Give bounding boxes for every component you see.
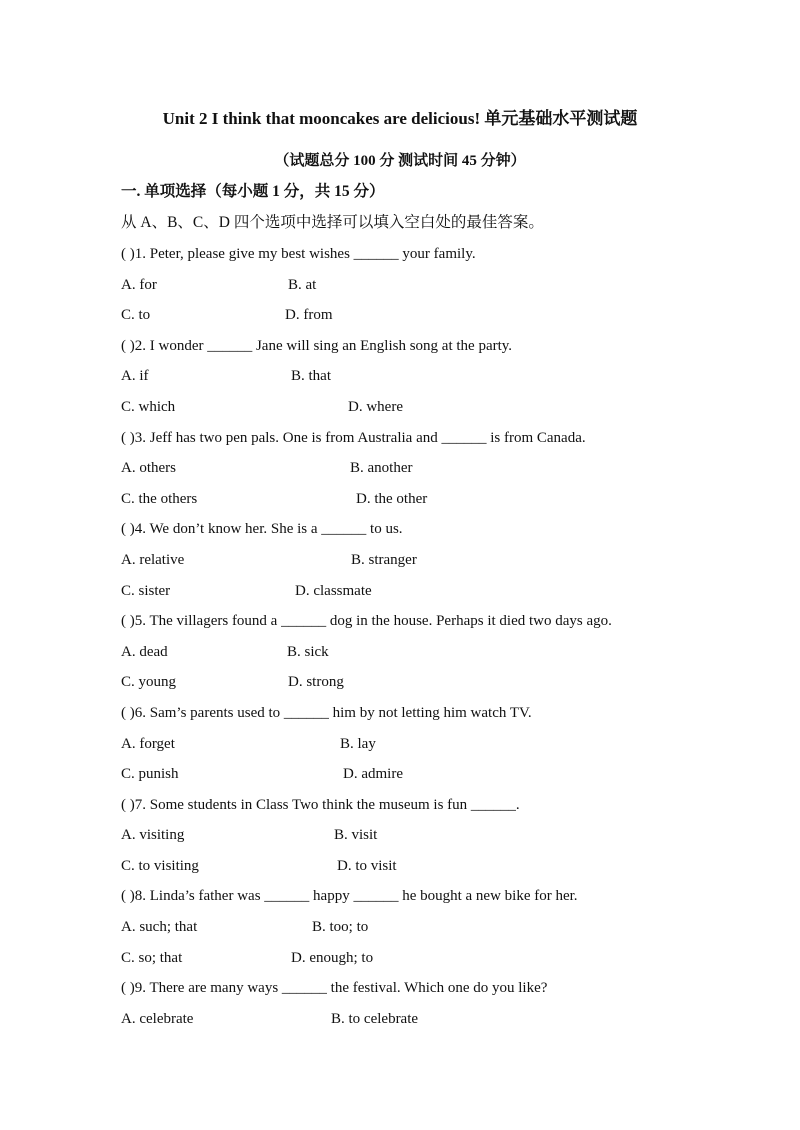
question-stem [121,610,721,641]
options-row [121,763,721,794]
options-row [121,304,721,335]
option-d: D. the other [356,490,428,507]
option-a: A. forget [121,735,175,752]
question-list [121,243,721,1038]
option-a: A. such; that [121,919,198,936]
option-b: B. too; to [312,919,369,936]
page-title: Unit 2 I think that mooncakes are delicious! 单元基础水平测试题 [162,109,638,128]
options-row [121,916,721,947]
option-a: A. relative [121,551,185,568]
question-stem [121,427,721,458]
question-stem-text: ( )5. The villagers found a ______ dog in the house. Perhaps it died two days ago. [121,613,612,630]
option-a: A. if [121,368,149,385]
section-instruction: 从 A、B、C、D 四个选项中选择可以填入空白处的最佳答案。 [121,214,544,231]
question-stem-text: ( )4. We don’t know her. She is a ______ to us. [121,521,403,538]
question-stem-text: ( )9. There are many ways ______ the festival. Which one do you like? [121,980,548,997]
options-row [121,1008,721,1039]
question-stem [121,518,721,549]
option-b: B. at [288,276,317,293]
option-b: B. lay [340,735,376,752]
option-c: C. which [121,398,176,415]
option-d: D. classmate [295,582,372,599]
option-d: D. admire [343,766,403,783]
question-stem-text: ( )6. Sam’s parents used to ______ him by not letting him watch TV. [121,704,532,721]
option-c: C. the others [121,490,198,507]
options-row [121,641,721,672]
option-c: C. punish [121,766,179,783]
options-row [121,855,721,886]
option-c: C. sister [121,582,171,599]
option-c: C. to visiting [121,857,199,874]
question-stem [121,977,721,1008]
options-row [121,947,721,978]
options-row [121,457,721,488]
page-subtitle: （试题总分 100 分 测试时间 45 分钟） [274,153,526,169]
option-b: B. sick [287,643,329,660]
question-stem-text: ( )7. Some students in Class Two think the museum is fun ______. [121,796,520,813]
options-row [121,549,721,580]
option-a: A. visiting [121,827,185,844]
options-row [121,488,721,519]
option-b: B. to celebrate [331,1010,419,1027]
options-row [121,733,721,764]
option-a: A. celebrate [121,1010,194,1027]
option-d: D. from [285,307,333,324]
option-c: C. young [121,674,177,691]
option-a: A. dead [121,643,168,660]
option-d: D. where [348,398,403,415]
question-stem [121,243,721,274]
options-row [121,671,721,702]
options-row [121,365,721,396]
question-stem-text: ( )8. Linda’s father was ______ happy ______ he bought a new bike for her. [121,888,578,905]
options-row [121,396,721,427]
question-stem [121,335,721,366]
options-row [121,274,721,305]
question-stem-text: ( )1. Peter, please give my best wishes ______ your family. [121,246,476,262]
option-b: B. stranger [351,551,417,568]
options-row [121,824,721,855]
question-stem-text: ( )2. I wonder ______ Jane will sing an English song at the party. [121,337,513,354]
option-b: B. another [350,460,413,477]
question-stem [121,702,721,733]
question-stem [121,794,721,825]
option-c: C. so; that [121,949,183,966]
options-row [121,580,721,611]
option-d: D. enough; to [291,949,374,966]
option-d: D. strong [288,674,344,691]
section-heading: 一. 单项选择（每小题 1 分，共 15 分） [121,183,385,200]
option-a: A. others [121,460,176,477]
option-d: D. to visit [337,857,397,874]
option-b: B. visit [334,827,378,844]
question-stem-text: ( )3. Jeff has two pen pals. One is from Australia and ______ is from Canada. [121,429,586,446]
question-stem [121,885,721,916]
option-c: C. to [121,307,151,324]
option-a: A. for [121,276,157,293]
option-b: B. that [291,368,331,385]
